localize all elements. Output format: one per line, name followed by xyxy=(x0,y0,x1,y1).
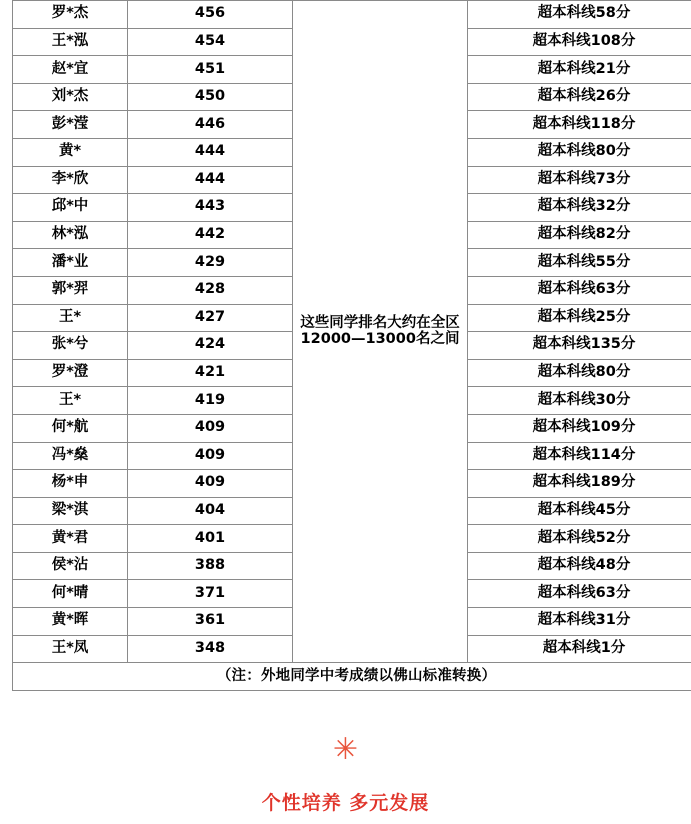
table-row xyxy=(13,1,691,29)
score-cell: 429 xyxy=(128,249,293,277)
student-name-cell: 黄* xyxy=(13,138,128,166)
score-cell: 409 xyxy=(128,414,293,442)
score-cell: 428 xyxy=(128,276,293,304)
score-cell: 427 xyxy=(128,304,293,332)
above-line-cell: 超本科线80分 xyxy=(468,359,691,387)
above-line-cell: 超本科线73分 xyxy=(468,166,691,194)
student-name-cell: 王*凤 xyxy=(13,635,128,663)
above-line-cell: 超本科线31分 xyxy=(468,608,691,636)
score-cell: 419 xyxy=(128,387,293,415)
student-name-cell: 黄*君 xyxy=(13,525,128,553)
above-line-cell: 超本科线45分 xyxy=(468,497,691,525)
student-name-cell: 林*泓 xyxy=(13,221,128,249)
score-cell: 404 xyxy=(128,497,293,525)
score-cell: 348 xyxy=(128,635,293,663)
student-name-cell: 梁*淇 xyxy=(13,497,128,525)
score-cell: 371 xyxy=(128,580,293,608)
score-cell: 444 xyxy=(128,166,293,194)
above-line-cell: 超本科线135分 xyxy=(468,332,691,360)
student-name-cell: 罗*澄 xyxy=(13,359,128,387)
above-line-cell: 超本科线118分 xyxy=(468,111,691,139)
above-line-cell: 超本科线114分 xyxy=(468,442,691,470)
above-line-cell: 超本科线80分 xyxy=(468,138,691,166)
student-name-cell: 李*欣 xyxy=(13,166,128,194)
student-name-cell: 冯*燊 xyxy=(13,442,128,470)
above-line-cell: 超本科线82分 xyxy=(468,221,691,249)
student-name-cell: 杨*申 xyxy=(13,470,128,498)
score-cell: 401 xyxy=(128,525,293,553)
score-cell: 443 xyxy=(128,194,293,222)
above-line-cell: 超本科线63分 xyxy=(468,580,691,608)
score-cell: 409 xyxy=(128,442,293,470)
above-line-cell: 超本科线25分 xyxy=(468,304,691,332)
score-cell: 444 xyxy=(128,138,293,166)
above-line-cell: 超本科线32分 xyxy=(468,194,691,222)
score-cell: 456 xyxy=(128,1,293,29)
above-line-cell: 超本科线189分 xyxy=(468,470,691,498)
student-name-cell: 彭*滢 xyxy=(13,111,128,139)
student-name-cell: 侯*沾 xyxy=(13,552,128,580)
rank-range-note: 这些同学排名大约在全区12000—13000名之间 xyxy=(293,1,468,663)
score-cell: 454 xyxy=(128,28,293,56)
student-name-cell: 潘*业 xyxy=(13,249,128,277)
above-line-cell: 超本科线30分 xyxy=(468,387,691,415)
student-name-cell: 张*兮 xyxy=(13,332,128,360)
sparkle-icon: ✳ xyxy=(332,732,359,767)
table-footnote-row xyxy=(13,663,691,691)
above-line-cell: 超本科线52分 xyxy=(468,525,691,553)
student-name-cell: 刘*杰 xyxy=(13,83,128,111)
score-table-body xyxy=(13,1,691,691)
above-line-cell: 超本科线48分 xyxy=(468,552,691,580)
score-cell: 442 xyxy=(128,221,293,249)
score-cell: 424 xyxy=(128,332,293,360)
student-name-cell: 罗*杰 xyxy=(13,1,128,29)
student-name-cell: 郭*羿 xyxy=(13,276,128,304)
footnote-cell: （注：外地同学中考成绩以佛山标准转换） xyxy=(13,663,691,691)
above-line-cell: 超本科线26分 xyxy=(468,83,691,111)
score-cell: 446 xyxy=(128,111,293,139)
score-table xyxy=(12,0,691,691)
score-cell: 421 xyxy=(128,359,293,387)
student-name-cell: 邱*中 xyxy=(13,194,128,222)
student-name-cell: 王* xyxy=(13,304,128,332)
score-cell: 451 xyxy=(128,56,293,84)
student-name-cell: 赵*宜 xyxy=(13,56,128,84)
score-table-container xyxy=(12,0,680,691)
above-line-cell: 超本科线21分 xyxy=(468,56,691,84)
score-cell: 388 xyxy=(128,552,293,580)
above-line-cell: 超本科线109分 xyxy=(468,414,691,442)
above-line-cell: 超本科线63分 xyxy=(468,276,691,304)
score-cell: 450 xyxy=(128,83,293,111)
student-name-cell: 王* xyxy=(13,387,128,415)
above-line-cell: 超本科线108分 xyxy=(468,28,691,56)
score-cell: 361 xyxy=(128,608,293,636)
student-name-cell: 何*航 xyxy=(13,414,128,442)
student-name-cell: 何*晴 xyxy=(13,580,128,608)
student-name-cell: 黄*晖 xyxy=(13,608,128,636)
above-line-cell: 超本科线55分 xyxy=(468,249,691,277)
score-cell: 409 xyxy=(128,470,293,498)
above-line-cell: 超本科线58分 xyxy=(468,1,691,29)
above-line-cell: 超本科线1分 xyxy=(468,635,691,663)
student-name-cell: 王*泓 xyxy=(13,28,128,56)
slogan-text: 个性培养 多元发展 xyxy=(261,792,430,814)
